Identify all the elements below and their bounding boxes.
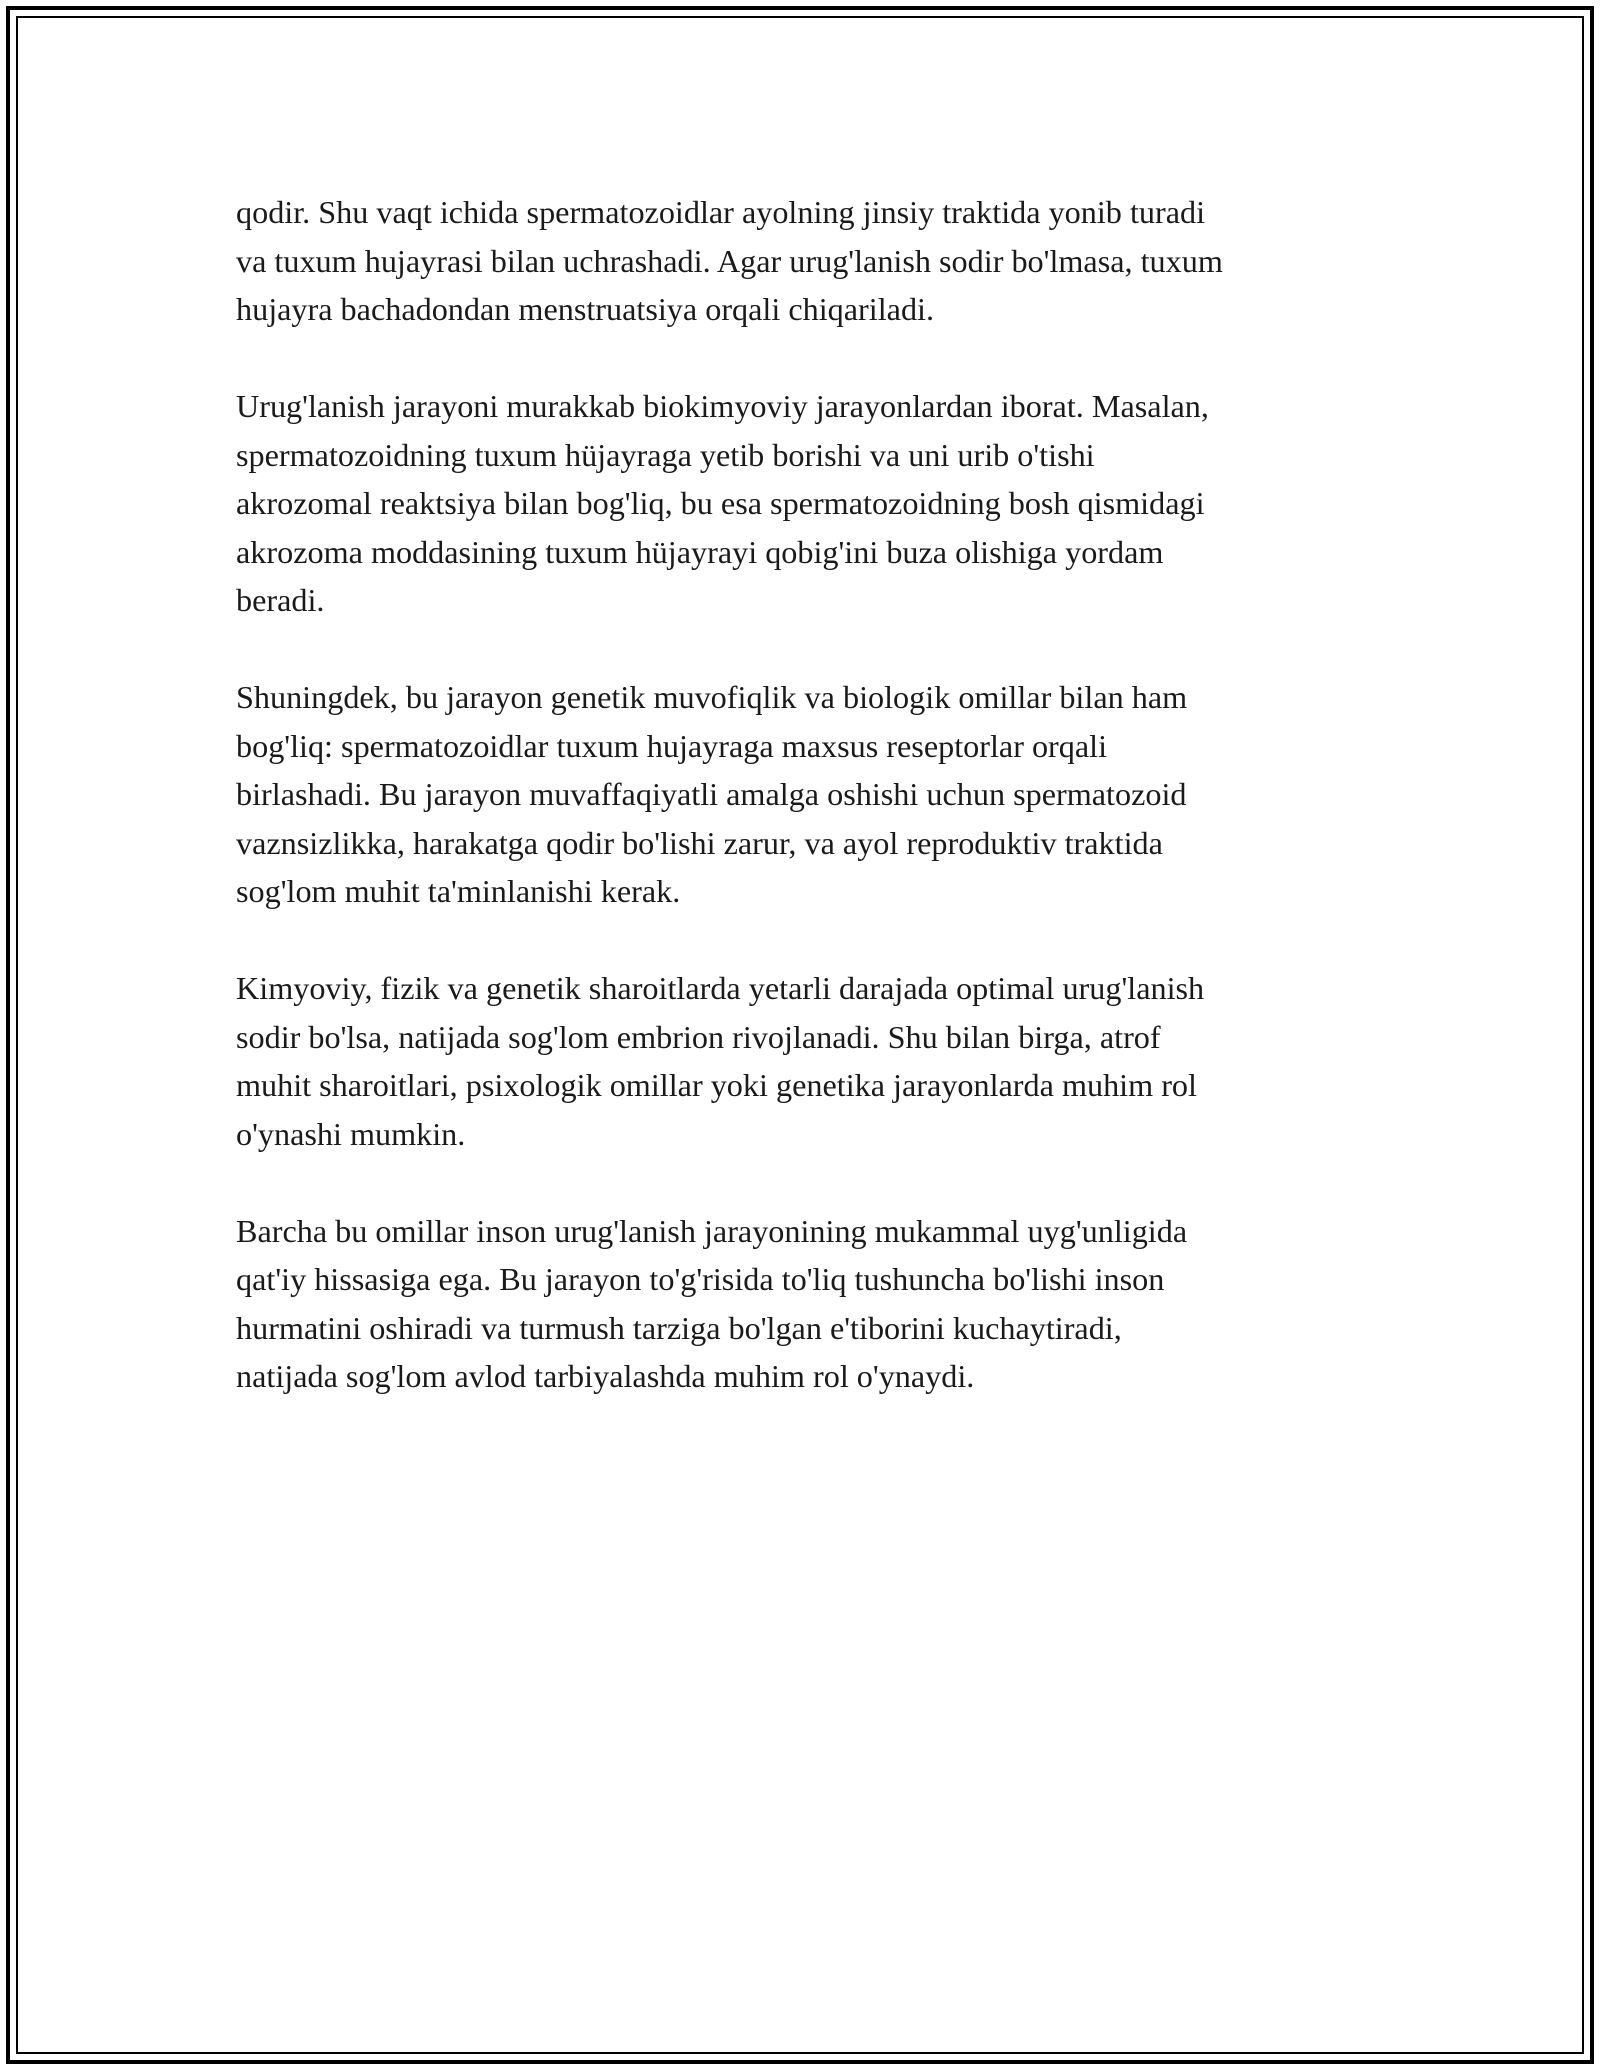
paragraph-1: qodir. Shu vaqt ichida spermatozoidlar ayolning jinsiy traktida yonib turadi va tuxum hujayrasi bilan uchrashadi. Agar urug'lanish sodir bo'lmasa, tuxum hujayra bachadondan menstruatsiya orqali chiqariladi.	[236, 194, 1223, 327]
paragraph-5: Barcha bu omillar inson urug'lanish jarayonining mukammal uyg'unligida qat'iy hissasiga ega. Bu jarayon to'g'risida to'liq tushuncha bo'lishi inson hurmatini oshiradi va turmush tarziga bo'lgan e'tiborini kuchaytiradi, natijada sog'lom avlod tarbiyalashda muhim rol o'ynaydi.	[236, 1212, 1188, 1394]
paragraph-3: Shuningdek, bu jarayon genetik muvofiqlik va biologik omillar bilan ham bog'liq: spermatozoidlar tuxum hujayraga maxsus reseptorlar orqali birlashadi. Bu jarayon muvaffaqiyatli amalga oshishi uchun spermatozoid vaznsizlikka, harakatga qodir bo'lishi zarur, va ayol reproduktiv traktida sog'lom muhit ta'minlanishi kerak.	[236, 679, 1188, 909]
document-body	[236, 188, 1376, 1449]
paragraph-4: Kimyoviy, fizik va genetik sharoitlarda yetarli darajada optimal urug'lanish sodir bo'lsa, natijada sog'lom embrion rivojlanadi. Shu bilan birga, atrof muhit sharoitlari, psixologik omillar yoki genetika jarayonlarda muhim rol o'ynashi mumkin.	[236, 970, 1205, 1152]
paragraph-2: Urug'lanish jarayoni murakkab biokimyoviy jarayonlardan iborat. Masalan, spermatozoidning tuxum hüjayraga yetib borishi va uni urib o'tishi akrozomal reaktsiya bilan bog'liq, bu esa spermatozoidning bosh qismidagi akrozoma moddasining tuxum hüjayrayi qobig'ini buza olishiga yordam beradi.	[236, 388, 1209, 618]
